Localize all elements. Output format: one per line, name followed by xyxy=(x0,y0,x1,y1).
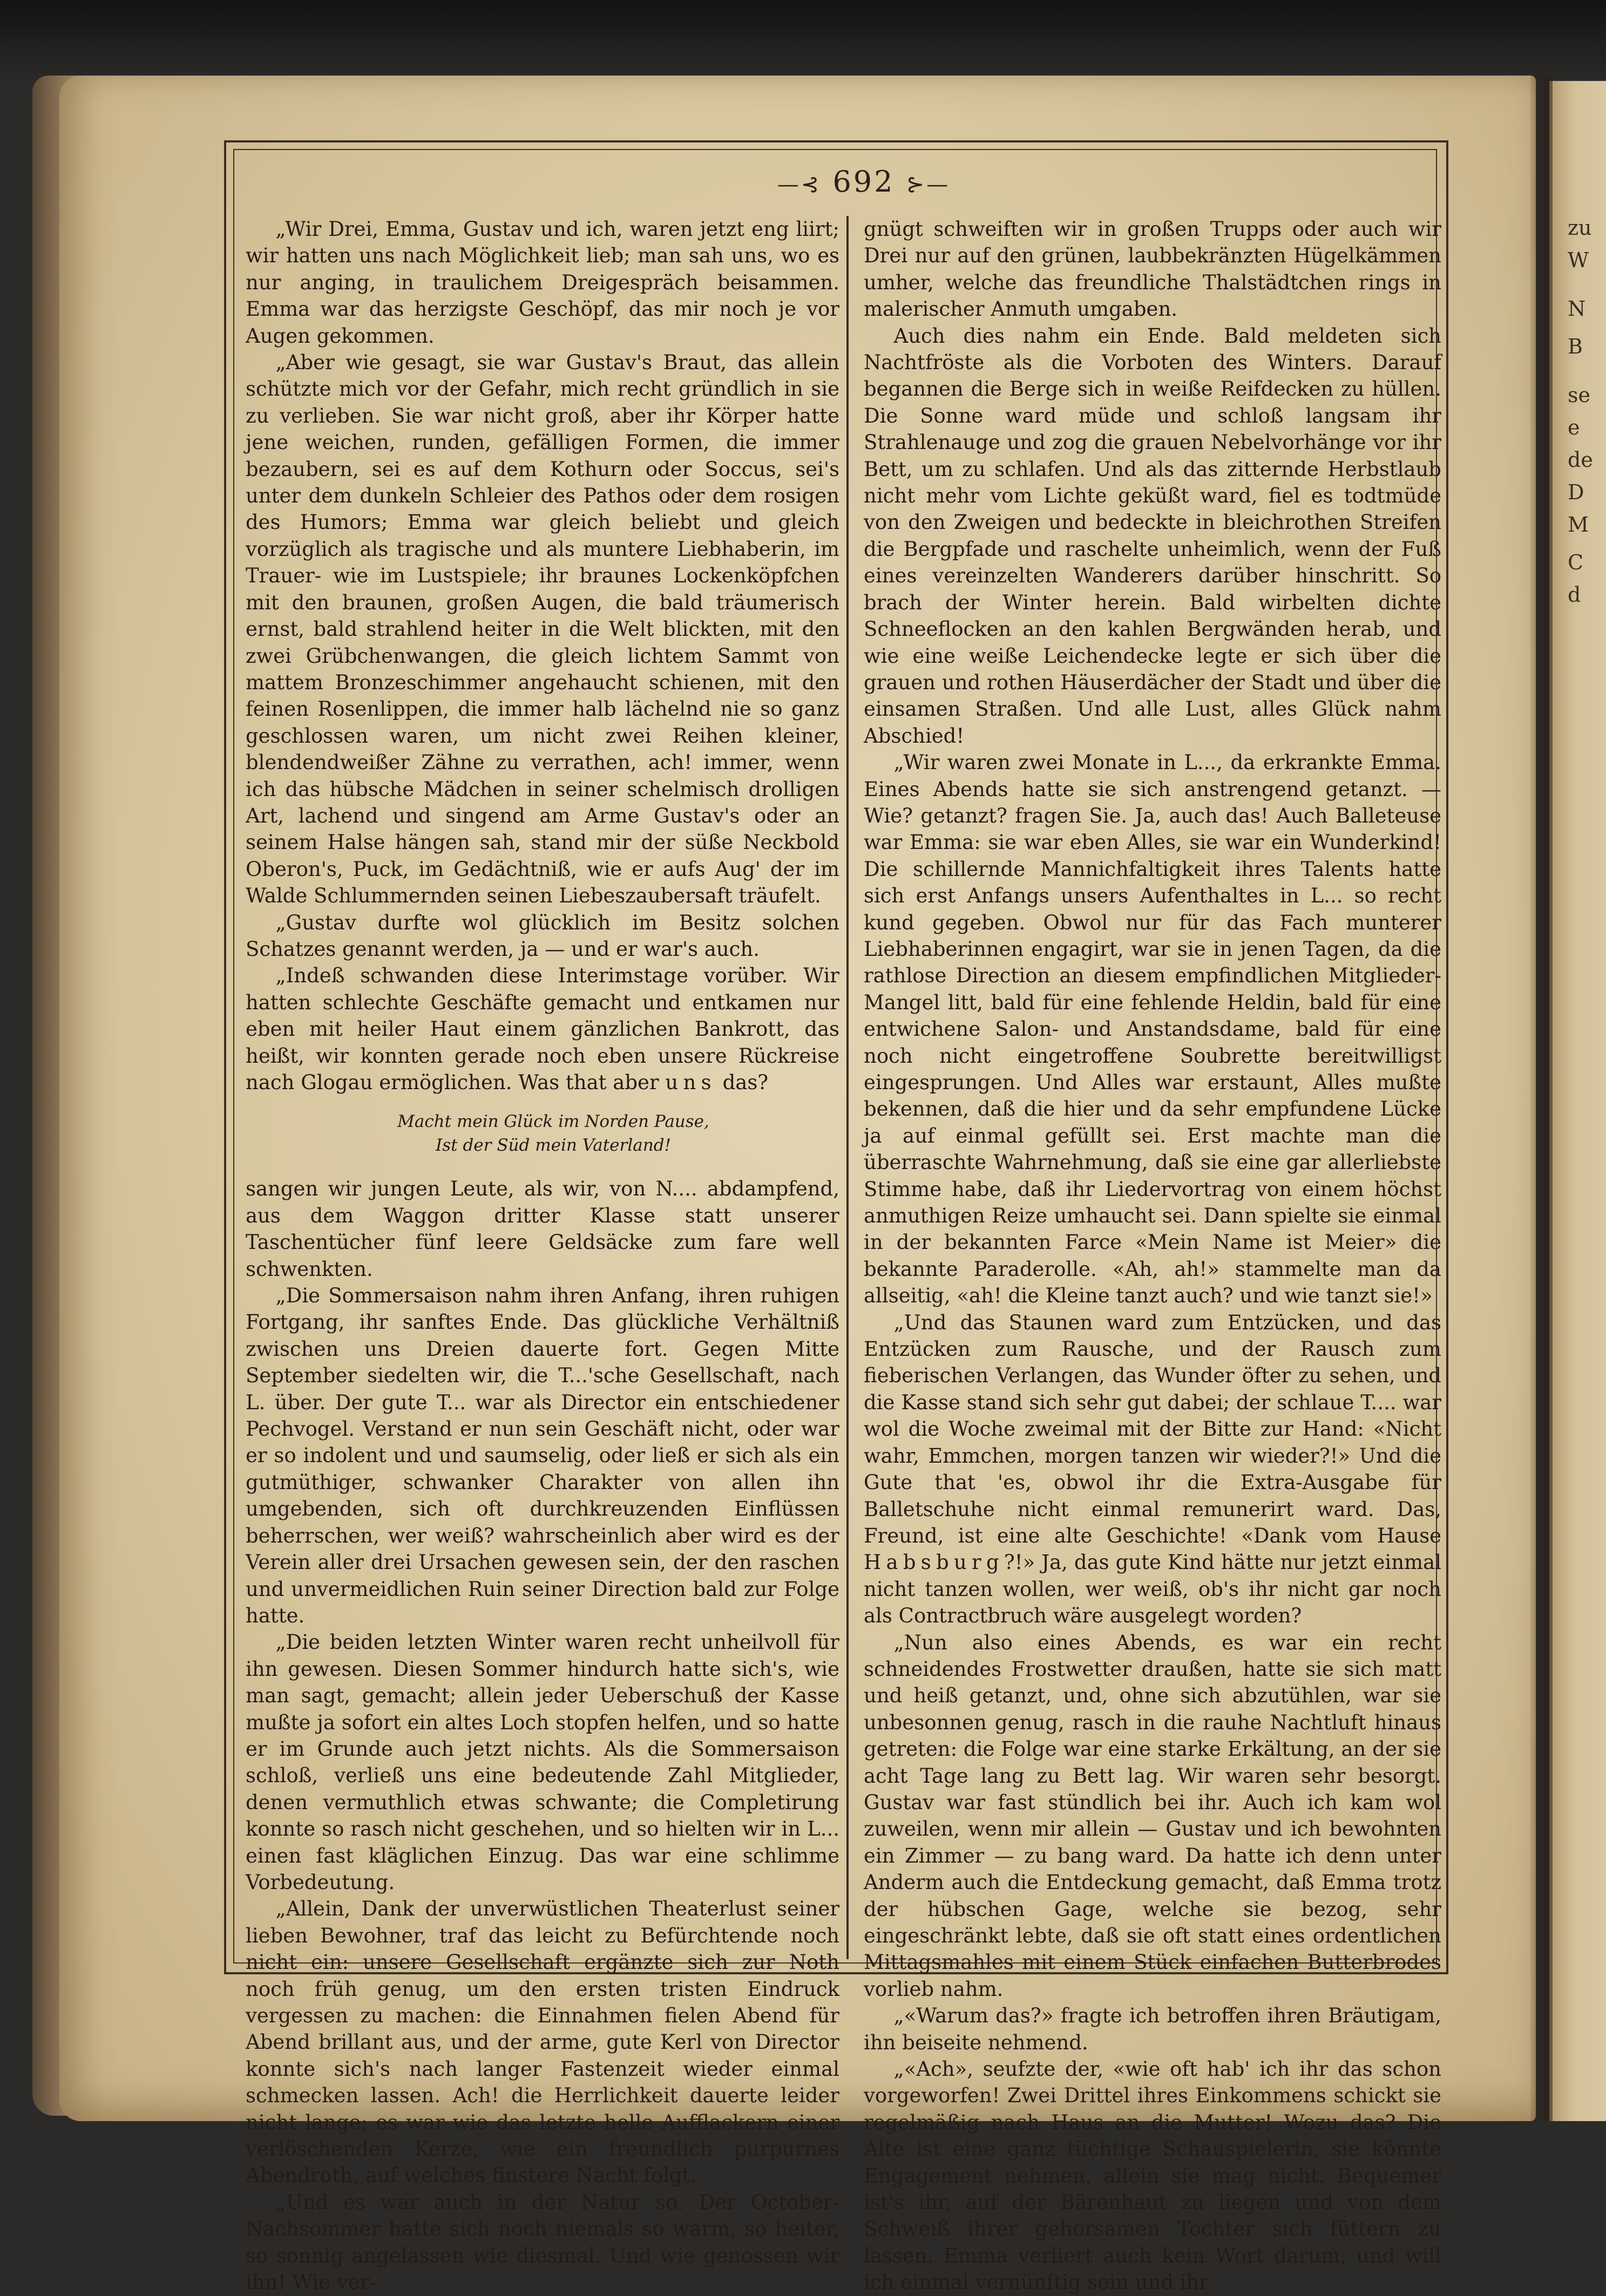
paragraph: „«Warum das?» fragte ich betroffen ihren Bräutigam, ihn beiseite nehmend. xyxy=(864,2004,1441,2054)
book-gutter xyxy=(1530,76,1552,2121)
paragraph: „Wir waren zwei Monate in L..., da erkrankte Emma. Eines Abends hatte sie sich anstrengend getanzt. — Wie? getanzt? fragen Sie. Ja, auch das! Auch Balleteuse war Emma: sie war eben Alles, sie war ein Wunderkind! Die schillernde Mannichfaltigkeit ihres Talents hatte sich erst Anfangs unsers Aufenthaltes in L... so recht kund gegeben. Obwol nur für das Fach munterer Liebhaberinnen engagirt, war sie in jenen Tagen, da die rathlose Direction an diesem empfindlichen Mitglieder-Mangel litt, bald für eine fehlende Heldin, bald für eine entwichene Salon- und Anstandsdame, bald für eine noch nicht eingetroffene Soubrette bereitwilligst eingesprungen. Und Alles war erstaunt, Alles mußte bekennen, daß die hier und da sehr empfundene Lücke ja auf einmal gefüllt sei. Erst machte man die überraschte Wahrnehmung, daß sie eine gar allerliebste Stimme habe, daß ihr Liedervortrag von einem höchst anmuthigen Reize umhaucht sei. Dann spielte sie einmal in der bekannten Farce «Mein Name ist Meier» die bekannte Paraderolle. «Ah, ah!» stammelte man da allseitig, «ah! die Kleine tanzt auch? und wie tanzt sie!» xyxy=(864,751,1441,1308)
next-page-sliver xyxy=(1549,81,1606,2121)
page-number-value: 692 xyxy=(832,165,895,199)
verse-quote xyxy=(246,1110,839,1157)
right-column xyxy=(864,216,1441,2296)
paragraph: „Wir Drei, Emma, Gustav und ich, waren jetzt eng liirt; wir hatten uns nach Möglichkeit lieb; man sah uns, wo es nur anging, in traulichem Dreigespräch beisammen. Emma war das herzigste Geschöpf, das mir noch je vor Augen gekommen. xyxy=(246,218,839,348)
paragraph: „Gustav durfte wol glücklich im Besitz solchen Schatzes genannt werden, ja — und er war's auch. xyxy=(246,911,839,961)
paragraph: „Nun also eines Abends, es war ein recht schneidendes Frostwetter draußen, hatte sie sich matt und heiß getanzt, und, ohne sich abzutühlen, war sie unbesonnen genug, rasch in die rauhe Nachtluft hinaus getreten: die Folge war eine starke Erkältung, an der sie acht Tage lang zu Bett lag. Wir waren sehr besorgt. Gustav war fast stündlich bei ihr. Auch ich kam wol zuweilen, wenn mir allein — Gustav und ich bewohnten ein Zimmer — zu bang ward. Da hatte ich denn unter Anderm auch die Entdeckung gemacht, daß Emma trotz der hübschen Gage, welche sie bezog, sehr eingeschränkt lebte, daß sie oft statt eines ordentlichen Mittagsmahles mit einem Stück einfachen Butterbrodes vorlieb nahm. xyxy=(864,1631,1441,2001)
next-page-fragment: zu xyxy=(1568,216,1592,240)
next-page-fragment: N xyxy=(1568,297,1586,321)
next-page-fragment: D xyxy=(1568,480,1584,504)
paragraph xyxy=(246,962,839,1096)
next-page-fragment: C xyxy=(1568,551,1584,574)
verse-line: Macht mein Glück im Norden Pause, xyxy=(397,1112,709,1132)
paragraph: „Die Sommersaison nahm ihren Anfang, ihren ruhigen Fortgang, ihr sanftes Ende. Das glückliche Verhältniß zwischen uns Dreien dauerte fort. Gegen Mitte September siedelten wir, die T...'sche Gesellschaft, nach L. über. Der gute T... war als Director ein entschiedener Pechvogel. Verstand er nun sein Geschäft nicht, oder war er so indolent und und saumselig, oder ließ er sich als ein gutmüthiger, schwanker Charakter von allen ihn umgebenden, sich oft durchkreuzenden Einflüssen beherrschen, wer weiß? wahrscheinlich aber wird es der Verein aller drei Ursachen gewesen sein, der den raschen und unvermeidlichen Ruin seiner Direction bald zur Folge hatte. xyxy=(246,1284,839,1627)
left-column xyxy=(246,216,839,2295)
next-page-fragment: W xyxy=(1568,248,1589,272)
paragraph: „Allein, Dank der unverwüstlichen Theaterlust seiner lieben Bewohner, traf das leicht zu Befürchtende noch nicht ein: unsere Gesellschaft ergänzte sich zur Noth noch früh genug, um den ersten tristen Eindruck vergessen zu machen: die Einnahmen fielen Abend für Abend brillant aus, und der arme, gute Kerl von Director konnte sich's nach langer Fastenzeit wieder einmal schmecken lassen. Ach! die Herrlichkeit dauerte leider nicht lange; es war wie das letzte helle Aufflackern einer verlöschenden Kerze, wie ein freundlich purpurnes Abendroth, auf welches finstere Nacht folgt. xyxy=(246,1897,839,2188)
text-run: „Indeß schwanden diese Interimstage vorüber. Wir hatten schlechte Geschäfte gemacht und entkamen nur eben mit heiler Haut einem gänzlichen Bankrott, das heißt, wir konnten gerade noch eben unsere Rückreise nach Glogau ermöglichen. Was that aber xyxy=(246,964,839,1094)
column-divider xyxy=(846,216,849,1959)
page-number-ornament-right: ⊱— xyxy=(906,172,951,197)
paragraph: „«Ach», seufzte der, «wie oft hab' ich ihr das schon vorgeworfen! Zwei Drittel ihres Einkommens schickt sie regelmäßig nach Haus an die Mutter! Wozu das? Die Alte ist eine ganz tüchtige Schauspielerin, sie könnte Engagement nehmen, allein sie mag nicht. Bequemer ist's ihr, auf der Bärenhaut zu liegen und von dem Schweiß ihrer gehorsamen Tochter sich füttern zu lassen. Emma verliert auch kein Wort darum, und will ich einmal vernünftig sein und ihr xyxy=(864,2057,1441,2294)
next-page-fragment: de xyxy=(1568,448,1593,472)
next-page-fragment: M xyxy=(1568,513,1589,536)
paragraph: „Und es war auch in der Natur so. Der October-Nachsommer hatte sich noch niemals so warm, so heiter, so sonnig angelassen wie diesmal. Und wie genossen wir ihn! Wie ver- xyxy=(246,2190,839,2294)
next-page-fragment: d xyxy=(1568,583,1581,607)
page-number-ornament-left: —⊰ xyxy=(777,172,822,197)
paragraph: Auch dies nahm ein Ende. Bald meldeten sich Nachtfröste als die Vorboten des Winters. Darauf begannen die Berge sich in weiße Reifdecken zu hüllen. Die Sonne ward müde und schloß langsam ihr Strahlenauge und zog die grauen Nebelvorhänge vor ihr Bett, um zu schlafen. Und als das zitternde Herbstlaub nicht mehr vom Lichte geküßt ward, fiel es todtmüde von den Zweigen und bedeckte in bleichrothen Streifen die Bergpfade und raschelte unheimlich, wenn der Fuß eines vereinzelten Wanderers darüber hinschritt. So brach der Winter herein. Bald wirbelten dichte Schneeflocken an den kahlen Bergwänden herab, und wie eine weiße Leichendecke legte er sich über die grauen und rothen Häuserdächer der Stadt und über die einsamen Straßen. Und alle Lust, alles Glück nahm Abschied! xyxy=(864,324,1441,748)
text-run: ?!» Ja, das gute Kind hätte nur jetzt einmal nicht tanzen wollen, wer weiß, ob's ihr nicht gar noch als Contractbruch wäre ausgelegt worden? xyxy=(864,1551,1441,1628)
paragraph: „Die beiden letzten Winter waren recht unheilvoll für ihn gewesen. Diesen Sommer hindurch hatte sich's, wie man sagt, gemacht; allein jeder Ueberschuß der Kasse mußte ja sofort ein altes Loch stopfen helfen, und so hatte er im Grunde auch jetzt nichts. Als die Sommersaison schloß, verließ uns eine bedeutende Zahl Mitglieder, denen vermuthlich etwas schwante; die Completirung konnte so rasch nicht geschehen, und so hielten wir in L... einen fast kläglichen Einzug. Das war eine schlimme Vorbedeutung. xyxy=(246,1631,839,1894)
spaced-emphasis: Habsburg xyxy=(864,1551,1004,1574)
spaced-emphasis: uns xyxy=(665,1071,716,1094)
verse-line: Ist der Süd mein Vaterland! xyxy=(435,1136,671,1156)
paragraph xyxy=(864,1309,1441,1629)
text-run: „Und das Staunen ward zum Entzücken, und das Entzücken zum Rausche, und der Rausch zum fieberischen Verlangen, das Wunder öfter zu sehen, und die Kasse stand sich sehr gut dabei; der schlaue T.... war wol die Woche zweimal mit der Bitte zur Hand: «Nicht wahr, Emmchen, morgen tanzen wir wieder?!» Und die Gute that 'es, obwol ihr die Extra-Ausgabe für Balletschuhe nicht einmal remunerirt ward. Das, Freund, ist eine alte Geschichte! «Dank vom Hause xyxy=(864,1310,1441,1547)
text-run: das? xyxy=(716,1071,769,1094)
paragraph: sangen wir jungen Leute, als wir, von N.... abdampfend, aus dem Waggon dritter Klasse statt unserer Taschentücher fünf leere Geldsäcke zum fare well schwenkten. xyxy=(246,1177,839,1281)
next-page-fragment: se xyxy=(1568,383,1590,407)
page-number xyxy=(734,165,993,199)
paragraph: gnügt schweiften wir in großen Trupps oder auch wir Drei nur auf den grünen, laubbekränzten Hügelkämmen umher, welche das freundliche Thalstädtchen rings in malerischer Anmuth umgaben. xyxy=(864,218,1441,321)
next-page-fragment: e xyxy=(1568,416,1580,439)
paragraph: „Aber wie gesagt, sie war Gustav's Braut, das allein schützte mich vor der Gefahr, mich recht gründlich in sie zu verlieben. Sie war nicht groß, aber ihr Körper hatte jene weichen, runden, gefälligen Formen, die immer bezaubern, sei es auf dem Kothurn oder Soccus, sei's unter dem dunkeln Schleier des Pathos oder dem rosigen des Humors; Emma war gleich beliebt und gleich vorzüglich als tragische und als muntere Liebhaberin, im Trauer- wie im Lustspiele; ihr braunes Lockenköpfchen mit den braunen, großen Augen, die bald träumerisch ernst, bald strahlend heiter in die Welt blickten, mit den zwei Grübchenwangen, die gleich lichtem Sammt von mattem Bronzeschimmer angehaucht schienen, mit den feinen Rosenlippen, die immer halb lächelnd nie so ganz geschlossen waren, um nicht zwei Reihen kleiner, blendendweißer Zähne zu verrathen, ach! immer, wenn ich das hübsche Mädchen in seiner schelmisch drolligen Art, lachend und singend am Arme Gustav's oder an seinem Halse hängen sah, stand mir der süße Neckbold Oberon's, Puck, im Gedächtniß, wie er aufs Aug' der im Walde Schlummernden seinen Liebeszaubersaft träufelt. xyxy=(246,351,839,908)
top-shadow-band xyxy=(0,0,1606,86)
next-page-fragment: B xyxy=(1568,335,1583,358)
